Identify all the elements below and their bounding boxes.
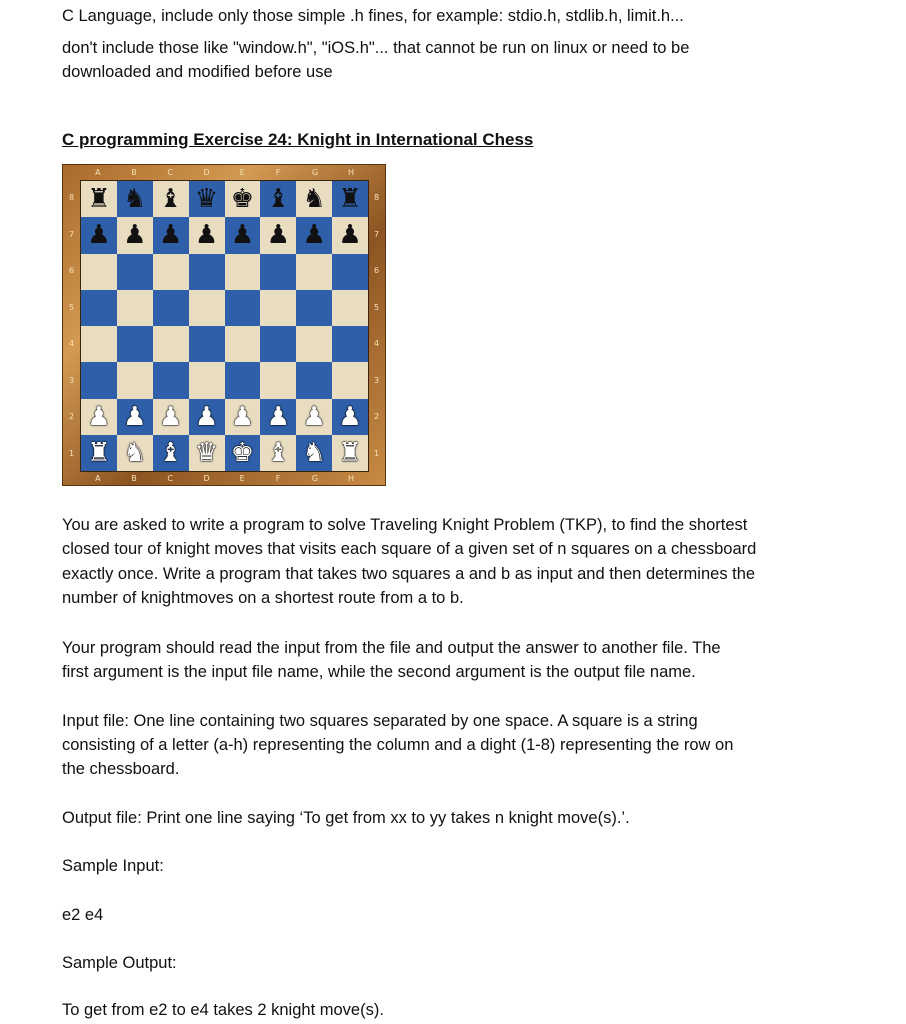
sample-input-value: e2 e4 [62, 906, 104, 924]
chess-piece-icon: ♟ [338, 220, 362, 251]
file-label-top: C [167, 168, 173, 177]
file-label-bottom: E [239, 474, 245, 483]
chessboard-grid [80, 180, 369, 472]
square-a7 [81, 217, 117, 253]
file-label-top: H [347, 168, 354, 177]
square-a4 [81, 326, 117, 362]
square-b4 [117, 326, 153, 362]
square-a8 [81, 181, 117, 217]
square-e3 [225, 362, 261, 398]
square-b2 [117, 399, 153, 435]
rank-label-right: 8 [374, 193, 380, 203]
paragraph-3-line-1: Input file: One line containing two squares separated by one space. A square is a string [62, 712, 698, 730]
rank-label-left: 3 [69, 375, 75, 385]
rank-label-left: 1 [69, 448, 75, 458]
square-h4 [332, 326, 368, 362]
square-g4 [296, 326, 332, 362]
square-e8 [225, 181, 261, 217]
intro-line-1: C Language, include only those simple .h fines, for example: stdio.h, stdlib.h, limit.h... [62, 7, 684, 25]
chess-piece-icon: ♝ [159, 184, 183, 215]
rank-label-right: 5 [374, 302, 380, 312]
square-g1 [296, 435, 332, 471]
square-f2 [260, 399, 296, 435]
square-g8 [296, 181, 332, 217]
square-e5 [225, 290, 261, 326]
chess-piece-icon: ♟ [87, 401, 111, 432]
square-c1 [153, 435, 189, 471]
square-d4 [189, 326, 225, 362]
square-c5 [153, 290, 189, 326]
square-h7 [332, 217, 368, 253]
file-label-bottom: H [347, 474, 354, 483]
file-label-top: G [311, 168, 319, 177]
rank-label-right: 1 [374, 448, 380, 458]
paragraph-3-line-2: consisting of a letter (a-h) representing the column and a dight (1-8) representing the row on [62, 736, 734, 754]
file-label-bottom: B [131, 474, 137, 483]
rank-label-right: 2 [374, 412, 380, 422]
square-d5 [189, 290, 225, 326]
chess-piece-icon: ♟ [302, 401, 326, 432]
file-label-top: B [131, 168, 137, 177]
square-f8 [260, 181, 296, 217]
square-d7 [189, 217, 225, 253]
rank-label-right: 7 [374, 229, 380, 239]
paragraph-3-line-3: the chessboard. [62, 760, 180, 778]
chess-piece-icon: ♝ [266, 184, 290, 215]
paragraph-1-line-3: exactly once. Write a program that takes two squares a and b as input and then determines the [62, 565, 756, 583]
rank-label-left: 8 [69, 193, 75, 203]
square-c4 [153, 326, 189, 362]
chess-piece-icon: ♟ [123, 220, 147, 251]
chess-piece-icon: ♛ [194, 184, 219, 215]
file-label-bottom: C [167, 474, 173, 483]
square-g3 [296, 362, 332, 398]
chess-piece-icon: ♟ [87, 220, 111, 251]
square-a5 [81, 290, 117, 326]
square-d3 [189, 362, 225, 398]
chess-piece-icon: ♞ [123, 184, 147, 215]
square-c7 [153, 217, 189, 253]
rank-label-left: 2 [69, 412, 75, 422]
intro-line-2b: downloaded and modified before use [62, 63, 333, 81]
square-h3 [332, 362, 368, 398]
rank-label-left: 4 [69, 339, 75, 349]
square-d6 [189, 254, 225, 290]
chess-piece-icon: ♟ [338, 401, 362, 432]
file-label-top: D [203, 168, 210, 177]
square-g6 [296, 254, 332, 290]
square-h2 [332, 399, 368, 435]
file-label-top: A [95, 168, 101, 177]
file-label-top: E [239, 168, 245, 177]
chess-piece-icon: ♜ [338, 184, 362, 215]
chess-piece-icon: ♞ [302, 437, 326, 468]
rank-label-left: 6 [69, 266, 75, 276]
square-f1 [260, 435, 296, 471]
rank-label-left: 7 [69, 229, 75, 239]
square-f5 [260, 290, 296, 326]
chess-piece-icon: ♝ [266, 437, 290, 468]
chess-piece-icon: ♞ [302, 184, 326, 215]
square-b5 [117, 290, 153, 326]
chess-piece-icon: ♟ [123, 401, 147, 432]
file-label-bottom: D [203, 474, 210, 483]
chess-piece-icon: ♜ [338, 437, 362, 468]
rank-label-left: 5 [69, 302, 75, 312]
square-b7 [117, 217, 153, 253]
chess-piece-icon: ♝ [159, 437, 183, 468]
square-h8 [332, 181, 368, 217]
square-e7 [225, 217, 261, 253]
chess-piece-icon: ♟ [230, 220, 255, 251]
file-label-top: F [275, 168, 281, 177]
square-f7 [260, 217, 296, 253]
chess-piece-icon: ♟ [266, 401, 290, 432]
square-h6 [332, 254, 368, 290]
square-f6 [260, 254, 296, 290]
square-h5 [332, 290, 368, 326]
chess-piece-icon: ♟ [194, 401, 219, 432]
chess-piece-icon: ♜ [87, 184, 111, 215]
intro-line-2a: don't include those like "window.h", "iOS.h"... that cannot be run on linux or need to be [62, 39, 690, 57]
paragraph-1-line-4: number of knightmoves on a shortest route from a to b. [62, 589, 464, 607]
square-d1 [189, 435, 225, 471]
sample-output-label: Sample Output: [62, 954, 177, 972]
square-e4 [225, 326, 261, 362]
square-c2 [153, 399, 189, 435]
file-label-bottom: F [275, 474, 281, 483]
rank-label-right: 4 [374, 339, 380, 349]
chess-piece-icon: ♜ [87, 437, 111, 468]
chess-piece-icon: ♟ [266, 220, 290, 251]
chess-piece-icon: ♞ [123, 437, 147, 468]
square-f4 [260, 326, 296, 362]
square-b1 [117, 435, 153, 471]
square-g5 [296, 290, 332, 326]
chess-piece-icon: ♟ [302, 220, 326, 251]
chess-piece-icon: ♟ [159, 220, 183, 251]
paragraph-2-line-1: Your program should read the input from the file and output the answer to another file. The [62, 639, 721, 657]
paragraph-2-line-2: first argument is the input file name, while the second argument is the output file name. [62, 663, 696, 681]
chess-piece-icon: ♟ [159, 401, 183, 432]
chess-piece-icon: ♚ [230, 184, 255, 215]
square-f3 [260, 362, 296, 398]
sample-input-label: Sample Input: [62, 857, 164, 875]
square-h1 [332, 435, 368, 471]
chessboard-image [62, 164, 386, 486]
chess-piece-icon: ♟ [230, 401, 255, 432]
chess-piece-icon: ♛ [194, 437, 219, 468]
rank-label-right: 3 [374, 375, 380, 385]
paragraph-1-line-2: closed tour of knight moves that visits each square of a given set of n squares on a chessboard [62, 540, 757, 558]
square-g2 [296, 399, 332, 435]
square-a1 [81, 435, 117, 471]
paragraph-1-line-1: You are asked to write a program to solve Traveling Knight Problem (TKP), to find the shortest [62, 516, 748, 534]
exercise-title: C programming Exercise 24: Knight in International Chess [62, 130, 534, 149]
file-label-bottom: G [311, 474, 319, 483]
square-c6 [153, 254, 189, 290]
square-a2 [81, 399, 117, 435]
square-a3 [81, 362, 117, 398]
sample-output-value: To get from e2 to e4 takes 2 knight move(s). [62, 1001, 384, 1019]
square-c3 [153, 362, 189, 398]
square-e6 [225, 254, 261, 290]
square-e1 [225, 435, 261, 471]
output-file-description: Output file: Print one line saying ‘To get from xx to yy takes n knight move(s).’. [62, 809, 630, 827]
square-e2 [225, 399, 261, 435]
square-c8 [153, 181, 189, 217]
chess-piece-icon: ♟ [194, 220, 219, 251]
chess-piece-icon: ♚ [230, 437, 255, 468]
square-b8 [117, 181, 153, 217]
rank-label-right: 6 [374, 266, 380, 276]
square-b6 [117, 254, 153, 290]
square-g7 [296, 217, 332, 253]
square-b3 [117, 362, 153, 398]
square-d2 [189, 399, 225, 435]
square-d8 [189, 181, 225, 217]
square-a6 [81, 254, 117, 290]
file-label-bottom: A [95, 474, 101, 483]
